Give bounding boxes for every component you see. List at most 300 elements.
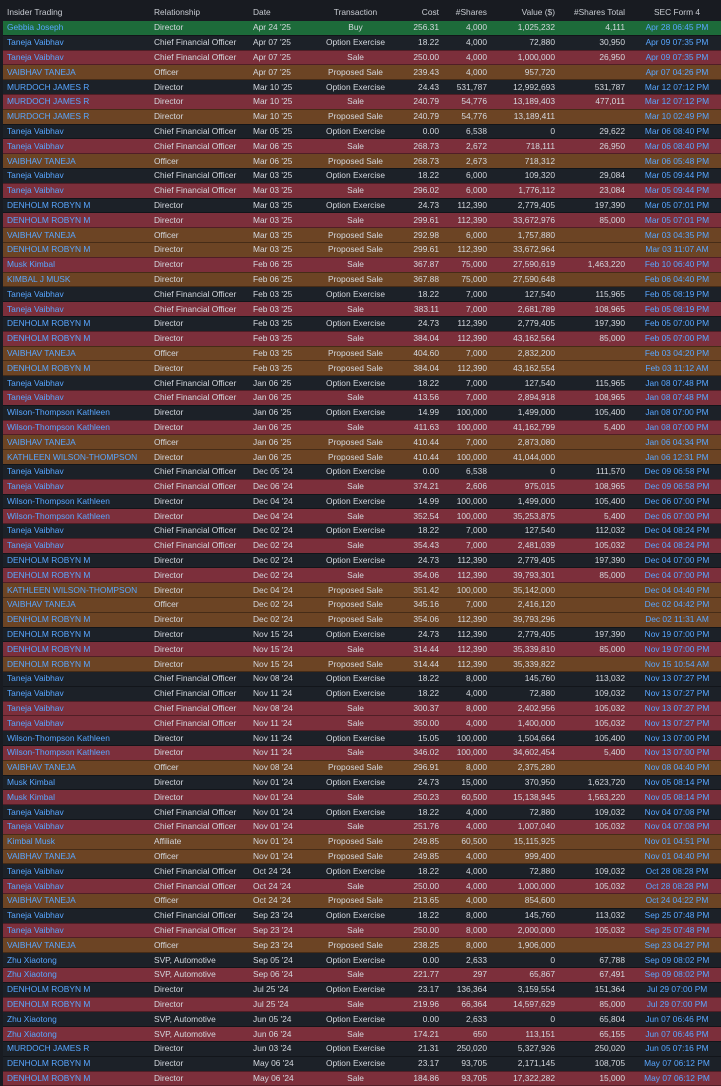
cost-cell: 249.85 xyxy=(396,849,443,864)
table-row[interactable] xyxy=(3,109,721,124)
insider-name-link[interactable]: VAIBHAV TANEJA xyxy=(3,760,150,775)
relationship-cell: Director xyxy=(150,612,249,627)
sec-form-4-link[interactable]: Feb 05 08:19 PM xyxy=(629,287,721,302)
insider-name-link[interactable]: Taneja Vaibhav xyxy=(3,820,150,835)
table-row[interactable] xyxy=(3,139,721,154)
insider-name-link[interactable]: DENHOLM ROBYN M xyxy=(3,982,150,997)
insider-name-link[interactable]: Taneja Vaibhav xyxy=(3,139,150,154)
date-cell: Apr 24 '25 xyxy=(249,21,311,35)
sec-form-4-link[interactable]: Nov 15 10:54 AM xyxy=(629,657,721,672)
insider-name-link[interactable]: VAIBHAV TANEJA xyxy=(3,435,150,450)
sec-form-4-link[interactable]: Feb 05 07:00 PM xyxy=(629,316,721,331)
table-row[interactable] xyxy=(3,598,721,613)
sec-form-4-link[interactable]: Sep 25 07:48 PM xyxy=(629,908,721,923)
table-row[interactable] xyxy=(3,642,721,657)
shares-cell: 112,390 xyxy=(443,361,491,376)
table-row[interactable] xyxy=(3,331,721,346)
shares-total-cell: 108,965 xyxy=(559,479,629,494)
table-row[interactable] xyxy=(3,805,721,820)
insider-name-link[interactable]: Taneja Vaibhav xyxy=(3,287,150,302)
transaction-cell: Sale xyxy=(311,879,396,894)
sec-form-4-link[interactable]: Mar 05 09:44 PM xyxy=(629,183,721,198)
insider-name-link[interactable]: KATHLEEN WILSON-THOMPSON xyxy=(3,450,150,465)
insider-name-link[interactable]: Taneja Vaibhav xyxy=(3,183,150,198)
cost-cell: 345.16 xyxy=(396,598,443,613)
sec-form-4-link[interactable]: Nov 19 07:00 PM xyxy=(629,642,721,657)
insider-name-link[interactable]: Taneja Vaibhav xyxy=(3,390,150,405)
sec-form-4-link[interactable]: Nov 19 07:00 PM xyxy=(629,627,721,642)
table-row[interactable] xyxy=(3,376,721,391)
cost-cell: 249.85 xyxy=(396,834,443,849)
sec-form-4-link[interactable]: Jun 07 06:46 PM xyxy=(629,1012,721,1027)
table-row[interactable] xyxy=(3,864,721,879)
sec-form-4-link[interactable]: Feb 05 08:19 PM xyxy=(629,302,721,317)
insider-name-link[interactable]: VAIBHAV TANEJA xyxy=(3,598,150,613)
date-cell: Nov 15 '24 xyxy=(249,657,311,672)
sec-form-4-link[interactable]: Nov 05 08:14 PM xyxy=(629,790,721,805)
insider-name-link[interactable]: Wilson-Thompson Kathleen xyxy=(3,405,150,420)
sec-form-4-link[interactable]: Nov 04 07:08 PM xyxy=(629,805,721,820)
shares-cell: 4,000 xyxy=(443,65,491,80)
sec-form-4-link[interactable]: Apr 28 06:45 PM xyxy=(629,21,721,35)
table-row[interactable] xyxy=(3,908,721,923)
shares-total-cell: 105,032 xyxy=(559,701,629,716)
sec-form-4-link[interactable]: Nov 01 04:51 PM xyxy=(629,834,721,849)
insider-name-link[interactable]: Taneja Vaibhav xyxy=(3,864,150,879)
insider-name-link[interactable]: Taneja Vaibhav xyxy=(3,672,150,687)
sec-form-4-link[interactable]: Jun 05 07:16 PM xyxy=(629,1041,721,1056)
table-row[interactable] xyxy=(3,524,721,539)
sec-form-4-link[interactable]: Feb 03 04:20 PM xyxy=(629,346,721,361)
sec-form-4-link[interactable]: Nov 13 07:00 PM xyxy=(629,746,721,761)
sec-form-4-link[interactable]: Mar 05 09:44 PM xyxy=(629,168,721,183)
sec-form-4-link[interactable]: Jan 08 07:48 PM xyxy=(629,390,721,405)
table-row[interactable] xyxy=(3,849,721,864)
insider-name-link[interactable]: DENHOLM ROBYN M xyxy=(3,642,150,657)
shares-cell: 7,000 xyxy=(443,346,491,361)
insider-name-link[interactable]: DENHOLM ROBYN M xyxy=(3,1071,150,1086)
table-row[interactable] xyxy=(3,1071,721,1086)
insider-name-link[interactable]: Wilson-Thompson Kathleen xyxy=(3,746,150,761)
table-row[interactable] xyxy=(3,1012,721,1027)
shares-cell: 100,000 xyxy=(443,731,491,746)
sec-form-4-link[interactable]: Dec 02 11:31 AM xyxy=(629,612,721,627)
relationship-cell: Chief Financial Officer xyxy=(150,302,249,317)
sec-form-4-link[interactable]: Mar 06 08:40 PM xyxy=(629,139,721,154)
relationship-cell: Chief Financial Officer xyxy=(150,376,249,391)
relationship-cell: SVP, Automotive xyxy=(150,968,249,983)
sec-form-4-link[interactable]: Dec 06 07:00 PM xyxy=(629,494,721,509)
cost-cell: 240.79 xyxy=(396,109,443,124)
table-row[interactable] xyxy=(3,228,721,243)
shares-total-cell xyxy=(559,450,629,465)
shares-total-cell xyxy=(559,65,629,80)
insider-name-link[interactable]: Taneja Vaibhav xyxy=(3,524,150,539)
insider-name-link[interactable]: DENHOLM ROBYN M xyxy=(3,331,150,346)
table-row[interactable] xyxy=(3,627,721,642)
shares-total-cell: 30,950 xyxy=(559,35,629,50)
value-cell: 2,171,145 xyxy=(491,1056,559,1071)
table-row[interactable] xyxy=(3,1056,721,1071)
shares-total-cell: 109,032 xyxy=(559,864,629,879)
sec-form-4-link[interactable]: Apr 09 07:35 PM xyxy=(629,50,721,65)
sec-form-4-link[interactable]: Mar 05 07:01 PM xyxy=(629,213,721,228)
insider-name-link[interactable]: Wilson-Thompson Kathleen xyxy=(3,731,150,746)
shares-cell: 112,390 xyxy=(443,316,491,331)
table-row[interactable] xyxy=(3,701,721,716)
table-row[interactable] xyxy=(3,213,721,228)
table-row[interactable] xyxy=(3,65,721,80)
sec-form-4-link[interactable]: Mar 10 02:49 PM xyxy=(629,109,721,124)
table-row[interactable] xyxy=(3,672,721,687)
sec-form-4-link[interactable]: May 07 06:12 PM xyxy=(629,1071,721,1086)
insider-name-link[interactable]: Wilson-Thompson Kathleen xyxy=(3,509,150,524)
sec-form-4-link[interactable]: Apr 07 04:26 PM xyxy=(629,65,721,80)
table-row[interactable] xyxy=(3,242,721,257)
insider-name-link[interactable]: Zhu Xiaotong xyxy=(3,953,150,968)
sec-form-4-link[interactable]: Dec 04 07:00 PM xyxy=(629,568,721,583)
insider-name-link[interactable]: DENHOLM ROBYN M xyxy=(3,612,150,627)
header-insider-trading[interactable]: Insider Trading xyxy=(7,7,63,17)
date-cell: Jan 06 '25 xyxy=(249,420,311,435)
table-row[interactable] xyxy=(3,923,721,938)
table-row[interactable] xyxy=(3,968,721,983)
insider-name-link[interactable]: VAIBHAV TANEJA xyxy=(3,65,150,80)
date-cell: Feb 03 '25 xyxy=(249,287,311,302)
sec-form-4-link[interactable]: Dec 04 08:24 PM xyxy=(629,524,721,539)
table-row[interactable] xyxy=(3,257,721,272)
sec-form-4-link[interactable]: Sep 23 04:27 PM xyxy=(629,938,721,953)
insider-name-link[interactable]: Wilson-Thompson Kathleen xyxy=(3,494,150,509)
date-cell: Feb 06 '25 xyxy=(249,257,311,272)
sec-form-4-link[interactable]: Mar 05 07:01 PM xyxy=(629,198,721,213)
date-cell: Dec 02 '24 xyxy=(249,598,311,613)
table-row[interactable] xyxy=(3,997,721,1012)
relationship-cell: Director xyxy=(150,331,249,346)
sec-form-4-link[interactable]: Feb 03 11:12 AM xyxy=(629,361,721,376)
table-row[interactable] xyxy=(3,834,721,849)
date-cell: Jun 06 '24 xyxy=(249,1027,311,1042)
value-cell: 2,416,120 xyxy=(491,598,559,613)
sec-form-4-link[interactable]: Dec 04 04:40 PM xyxy=(629,583,721,598)
insider-name-link[interactable]: Musk Kimbal xyxy=(3,790,150,805)
relationship-cell: Director xyxy=(150,1041,249,1056)
insider-name-link[interactable]: Taneja Vaibhav xyxy=(3,124,150,139)
sec-form-4-link[interactable]: Nov 04 07:08 PM xyxy=(629,820,721,835)
table-row[interactable] xyxy=(3,361,721,376)
insider-name-link[interactable]: MURDOCH JAMES R xyxy=(3,94,150,109)
table-row[interactable] xyxy=(3,760,721,775)
table-row[interactable] xyxy=(3,435,721,450)
insider-name-link[interactable]: DENHOLM ROBYN M xyxy=(3,553,150,568)
value-cell: 0 xyxy=(491,464,559,479)
date-cell: Sep 23 '24 xyxy=(249,938,311,953)
table-row[interactable] xyxy=(3,94,721,109)
table-row[interactable] xyxy=(3,982,721,997)
table-row[interactable] xyxy=(3,21,721,35)
sec-form-4-link[interactable]: Mar 12 07:12 PM xyxy=(629,94,721,109)
header-shares-total[interactable]: #Shares Total xyxy=(573,7,625,17)
shares-cell: 15,000 xyxy=(443,775,491,790)
insider-name-link[interactable]: DENHOLM ROBYN M xyxy=(3,198,150,213)
insider-name-link[interactable]: DENHOLM ROBYN M xyxy=(3,242,150,257)
transaction-cell: Sale xyxy=(311,183,396,198)
table-row[interactable] xyxy=(3,553,721,568)
transaction-cell: Proposed Sale xyxy=(311,598,396,613)
transaction-cell: Sale xyxy=(311,302,396,317)
sec-form-4-link[interactable]: Jan 06 04:34 PM xyxy=(629,435,721,450)
header-sec-form-4[interactable]: SEC Form 4 xyxy=(653,7,701,17)
cost-cell: 352.54 xyxy=(396,509,443,524)
sec-form-4-link[interactable]: Mar 03 04:35 PM xyxy=(629,228,721,243)
shares-cell: 6,000 xyxy=(443,168,491,183)
sec-form-4-link[interactable]: Nov 01 04:40 PM xyxy=(629,849,721,864)
date-cell: Dec 04 '24 xyxy=(249,494,311,509)
cost-cell: 15.05 xyxy=(396,731,443,746)
table-row[interactable] xyxy=(3,612,721,627)
table-row[interactable] xyxy=(3,420,721,435)
sec-form-4-link[interactable]: Dec 09 06:58 PM xyxy=(629,479,721,494)
table-row[interactable] xyxy=(3,50,721,65)
shares-total-cell: 85,000 xyxy=(559,997,629,1012)
insider-name-link[interactable]: DENHOLM ROBYN M xyxy=(3,997,150,1012)
cost-cell: 250.00 xyxy=(396,879,443,894)
date-cell: Nov 15 '24 xyxy=(249,642,311,657)
table-row[interactable] xyxy=(3,35,721,50)
insider-name-link[interactable]: Musk Kimbal xyxy=(3,775,150,790)
shares-cell: 112,390 xyxy=(443,657,491,672)
shares-cell: 7,000 xyxy=(443,538,491,553)
sec-form-4-link[interactable]: Nov 13 07:27 PM xyxy=(629,672,721,687)
insider-name-link[interactable]: Zhu Xiaotong xyxy=(3,1027,150,1042)
insider-name-link[interactable]: Musk Kimbal xyxy=(3,257,150,272)
header-date[interactable]: Date xyxy=(253,7,271,17)
sec-form-4-link[interactable]: Mar 03 11:07 AM xyxy=(629,242,721,257)
table-row[interactable] xyxy=(3,568,721,583)
table-row[interactable] xyxy=(3,450,721,465)
table-row[interactable] xyxy=(3,183,721,198)
table-row[interactable] xyxy=(3,731,721,746)
shares-total-cell: 108,965 xyxy=(559,390,629,405)
sec-form-4-link[interactable]: Jan 06 12:31 PM xyxy=(629,450,721,465)
table-row[interactable] xyxy=(3,938,721,953)
date-cell: May 06 '24 xyxy=(249,1071,311,1086)
sec-form-4-link[interactable]: Dec 02 04:42 PM xyxy=(629,598,721,613)
table-row[interactable] xyxy=(3,953,721,968)
insider-name-link[interactable]: DENHOLM ROBYN M xyxy=(3,361,150,376)
insider-name-link[interactable]: VAIBHAV TANEJA xyxy=(3,894,150,909)
header-shares[interactable]: #Shares xyxy=(455,7,487,17)
date-cell: Mar 03 '25 xyxy=(249,228,311,243)
table-row[interactable] xyxy=(3,894,721,909)
insider-name-link[interactable]: VAIBHAV TANEJA xyxy=(3,228,150,243)
table-row[interactable] xyxy=(3,346,721,361)
table-row[interactable] xyxy=(3,302,721,317)
table-row[interactable] xyxy=(3,820,721,835)
sec-form-4-link[interactable]: Apr 09 07:35 PM xyxy=(629,35,721,50)
table-row[interactable] xyxy=(3,405,721,420)
sec-form-4-link[interactable]: Nov 13 07:27 PM xyxy=(629,686,721,701)
header-value[interactable]: Value ($) xyxy=(521,7,555,17)
insider-name-link[interactable]: Taneja Vaibhav xyxy=(3,464,150,479)
insider-name-link[interactable]: MURDOCH JAMES R xyxy=(3,109,150,124)
table-row[interactable] xyxy=(3,80,721,95)
insider-name-link[interactable]: VAIBHAV TANEJA xyxy=(3,849,150,864)
sec-form-4-link[interactable]: Dec 09 06:58 PM xyxy=(629,464,721,479)
sec-form-4-link[interactable]: Oct 24 04:22 PM xyxy=(629,894,721,909)
table-row[interactable] xyxy=(3,686,721,701)
insider-name-link[interactable]: MURDOCH JAMES R xyxy=(3,80,150,95)
sec-form-4-link[interactable]: Nov 13 07:27 PM xyxy=(629,701,721,716)
insider-name-link[interactable]: Taneja Vaibhav xyxy=(3,908,150,923)
table-row[interactable] xyxy=(3,464,721,479)
sec-form-4-link[interactable]: Mar 12 07:12 PM xyxy=(629,80,721,95)
relationship-cell: Chief Financial Officer xyxy=(150,701,249,716)
insider-name-link[interactable]: Taneja Vaibhav xyxy=(3,923,150,938)
sec-form-4-link[interactable]: Mar 06 05:48 PM xyxy=(629,154,721,169)
insider-name-link[interactable]: Taneja Vaibhav xyxy=(3,686,150,701)
table-row[interactable] xyxy=(3,879,721,894)
table-row[interactable] xyxy=(3,790,721,805)
sec-form-4-link[interactable]: Oct 28 08:28 PM xyxy=(629,864,721,879)
relationship-cell: Director xyxy=(150,94,249,109)
sec-form-4-link[interactable]: Jul 29 07:00 PM xyxy=(629,982,721,997)
insider-name-link[interactable]: DENHOLM ROBYN M xyxy=(3,316,150,331)
insider-name-link[interactable]: MURDOCH JAMES R xyxy=(3,1041,150,1056)
insider-name-link[interactable]: Gebbia Joseph xyxy=(3,21,150,35)
sec-form-4-link[interactable]: Feb 06 04:40 PM xyxy=(629,272,721,287)
shares-cell: 4,000 xyxy=(443,21,491,35)
insider-name-link[interactable]: Taneja Vaibhav xyxy=(3,879,150,894)
sec-form-4-link[interactable]: Nov 05 08:14 PM xyxy=(629,775,721,790)
sec-form-4-link[interactable]: Jul 29 07:00 PM xyxy=(629,997,721,1012)
insider-name-link[interactable]: VAIBHAV TANEJA xyxy=(3,938,150,953)
transaction-cell: Proposed Sale xyxy=(311,272,396,287)
header-cost[interactable]: Cost xyxy=(421,7,439,17)
table-row[interactable] xyxy=(3,272,721,287)
sec-form-4-link[interactable]: Dec 06 07:00 PM xyxy=(629,509,721,524)
cost-cell: 21.31 xyxy=(396,1041,443,1056)
sec-form-4-link[interactable]: Nov 08 04:40 PM xyxy=(629,760,721,775)
sec-form-4-link[interactable]: Jan 08 07:00 PM xyxy=(629,405,721,420)
table-row[interactable] xyxy=(3,124,721,139)
table-row[interactable] xyxy=(3,583,721,598)
sec-form-4-link[interactable]: Nov 13 07:00 PM xyxy=(629,731,721,746)
shares-total-cell xyxy=(559,598,629,613)
sec-form-4-link[interactable]: Feb 10 06:40 PM xyxy=(629,257,721,272)
insider-name-link[interactable]: Zhu Xiaotong xyxy=(3,1012,150,1027)
shares-total-cell xyxy=(559,834,629,849)
sec-form-4-link[interactable]: Jan 08 07:48 PM xyxy=(629,376,721,391)
insider-name-link[interactable]: KATHLEEN WILSON-THOMPSON xyxy=(3,583,150,598)
insider-name-link[interactable]: DENHOLM ROBYN M xyxy=(3,657,150,672)
insider-name-link[interactable]: Kimbal Musk xyxy=(3,834,150,849)
header-relationship[interactable]: Relationship xyxy=(154,7,201,17)
cost-cell: 250.00 xyxy=(396,923,443,938)
table-row[interactable] xyxy=(3,1027,721,1042)
header-transaction[interactable]: Transaction xyxy=(333,7,378,17)
cost-cell: 18.22 xyxy=(396,686,443,701)
sec-form-4-link[interactable]: May 07 06:12 PM xyxy=(629,1056,721,1071)
insider-name-link[interactable]: Taneja Vaibhav xyxy=(3,538,150,553)
insider-name-link[interactable]: Taneja Vaibhav xyxy=(3,50,150,65)
table-row[interactable] xyxy=(3,316,721,331)
cost-cell: 174.21 xyxy=(396,1027,443,1042)
transaction-cell: Sale xyxy=(311,997,396,1012)
shares-cell: 7,000 xyxy=(443,302,491,317)
sec-form-4-link[interactable]: Jun 07 06:46 PM xyxy=(629,1027,721,1042)
insider-name-link[interactable]: Taneja Vaibhav xyxy=(3,805,150,820)
date-cell: Jan 06 '25 xyxy=(249,435,311,450)
table-row[interactable] xyxy=(3,1041,721,1056)
insider-name-link[interactable]: DENHOLM ROBYN M xyxy=(3,627,150,642)
insider-name-link[interactable]: DENHOLM ROBYN M xyxy=(3,1056,150,1071)
table-row[interactable] xyxy=(3,154,721,169)
table-row[interactable] xyxy=(3,287,721,302)
table-row[interactable] xyxy=(3,390,721,405)
relationship-cell: Officer xyxy=(150,65,249,80)
sec-form-4-link[interactable]: Dec 04 07:00 PM xyxy=(629,553,721,568)
table-row[interactable] xyxy=(3,168,721,183)
insider-name-link[interactable]: VAIBHAV TANEJA xyxy=(3,346,150,361)
table-row[interactable] xyxy=(3,509,721,524)
table-row[interactable] xyxy=(3,657,721,672)
insider-name-link[interactable]: Taneja Vaibhav xyxy=(3,35,150,50)
table-row[interactable] xyxy=(3,479,721,494)
insider-name-link[interactable]: KIMBAL J MUSK xyxy=(3,272,150,287)
insider-name-link[interactable]: Taneja Vaibhav xyxy=(3,716,150,731)
value-cell: 3,159,554 xyxy=(491,982,559,997)
sec-form-4-link[interactable]: Sep 09 08:02 PM xyxy=(629,953,721,968)
insider-name-link[interactable]: Zhu Xiaotong xyxy=(3,968,150,983)
value-cell: 13,189,411 xyxy=(491,109,559,124)
sec-form-4-link[interactable]: Oct 28 08:28 PM xyxy=(629,879,721,894)
insider-name-link[interactable]: DENHOLM ROBYN M xyxy=(3,568,150,583)
date-cell: Feb 03 '25 xyxy=(249,302,311,317)
table-row[interactable] xyxy=(3,775,721,790)
sec-form-4-link[interactable]: Sep 09 08:02 PM xyxy=(629,968,721,983)
cost-cell: 296.02 xyxy=(396,183,443,198)
cost-cell: 351.42 xyxy=(396,583,443,598)
sec-form-4-link[interactable]: Feb 05 07:00 PM xyxy=(629,331,721,346)
table-row[interactable] xyxy=(3,538,721,553)
sec-form-4-link[interactable]: Nov 13 07:27 PM xyxy=(629,716,721,731)
insider-name-link[interactable]: Taneja Vaibhav xyxy=(3,168,150,183)
table-row[interactable] xyxy=(3,746,721,761)
date-cell: Nov 01 '24 xyxy=(249,775,311,790)
value-cell: 2,375,280 xyxy=(491,760,559,775)
insider-name-link[interactable]: DENHOLM ROBYN M xyxy=(3,213,150,228)
sec-form-4-link[interactable]: Jan 08 07:00 PM xyxy=(629,420,721,435)
table-row[interactable] xyxy=(3,198,721,213)
date-cell: Mar 03 '25 xyxy=(249,198,311,213)
transaction-cell: Proposed Sale xyxy=(311,109,396,124)
insider-name-link[interactable]: Taneja Vaibhav xyxy=(3,376,150,391)
table-row[interactable] xyxy=(3,716,721,731)
table-row[interactable] xyxy=(3,494,721,509)
insider-name-link[interactable]: Taneja Vaibhav xyxy=(3,302,150,317)
insider-name-link[interactable]: VAIBHAV TANEJA xyxy=(3,154,150,169)
sec-form-4-link[interactable]: Sep 25 07:48 PM xyxy=(629,923,721,938)
date-cell: Oct 24 '24 xyxy=(249,894,311,909)
shares-cell: 4,000 xyxy=(443,716,491,731)
sec-form-4-link[interactable]: Mar 06 08:40 PM xyxy=(629,124,721,139)
insider-name-link[interactable]: Wilson-Thompson Kathleen xyxy=(3,420,150,435)
transaction-cell: Option Exercise xyxy=(311,494,396,509)
insider-name-link[interactable]: Taneja Vaibhav xyxy=(3,701,150,716)
insider-name-link[interactable]: Taneja Vaibhav xyxy=(3,479,150,494)
sec-form-4-link[interactable]: Dec 04 08:24 PM xyxy=(629,538,721,553)
